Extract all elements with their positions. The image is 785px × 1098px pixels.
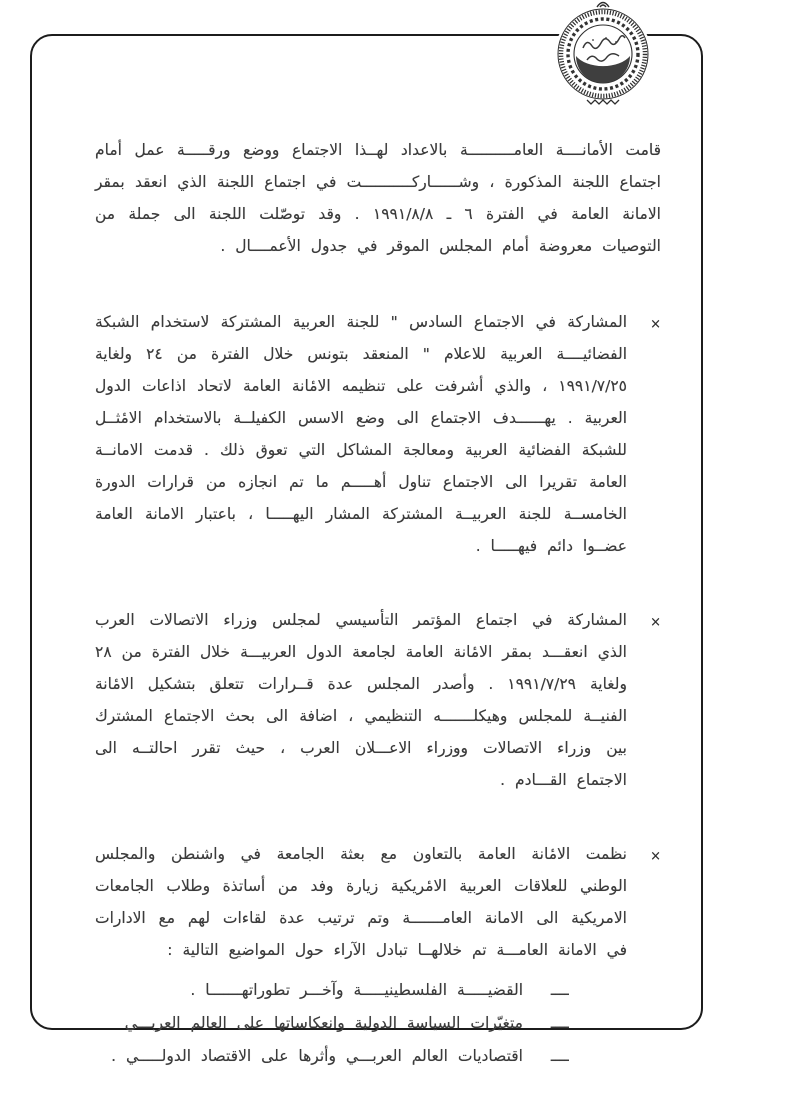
- list-item-text-2: متغيّرات السياسة الدولية وانعكاساتها على العالم العربـــي: [124, 1014, 523, 1032]
- bullet-marker: ×: [650, 317, 661, 332]
- arab-league-emblem-icon: [552, 0, 654, 108]
- dash-marker: ــــ: [550, 1047, 569, 1065]
- bullet-item-3: [95, 838, 661, 966]
- document-body: [95, 134, 661, 1073]
- topics-list: [95, 974, 661, 1073]
- list-item-2: [95, 1007, 569, 1040]
- bullet-item-1: [95, 306, 661, 562]
- bullet-text-3: نظمت الامٔانة العامة بالتعاون مع بعثة الجامعة في واشنطن والمجلس الوطني للعلاقات العربية الامٔريكية زيارة وفد من أساتذة وطلاب الجامعات الامريكية الى الامانة العامـــــــة وتم ترتيب عدة لقاءات لهم مع الادارات في الامانة العامـــة تم خلالهــا تبادل الآراء حول المواضيع التالية :: [95, 845, 627, 959]
- intro-paragraph: قامت الأمانــــة العامــــــــــة بالاعداد لهــذا الاجتماع ووضع ورقـــــة عمل أمام اجتماع اللجنة المذكورة ، وشــــــاركـــــــــــت في اجتماع اللجنة الذي انعقد بمقر الامانة العامة في الفترة ٦ ـ ١٩٩١/٨/٨ . وقد توصّلت اللجنة الى جملة من التوصيات معروضة أمام المجلس الموقر في جدول الأعمــــال .: [95, 141, 661, 255]
- dash-marker: ــــ: [550, 1014, 569, 1032]
- bullet-marker: ×: [650, 849, 661, 864]
- bullet-text-1: المشاركة في الاجتماع السادس " للجنة العربية المشتركة لاستخدام الشبكة الفضائيــــة العربية للاعلام " المنعقد بتونس خلال الفترة من ٢٤ ولغاية ١٩٩١/٧/٢٥ ، والذي أشرفت على تنظيمه الامٔانة العامة لاتحاد اذاعات الدول العربية . يهــــــدف الاجتماع الى وضع الاسس الكفيلــة بالاستخدام الامٔثــل للشبكة الفضائية العربية ومعالجة المشاكل التي تعوق ذلك . قدمت الامانــة العامة تقريرا الى الاجتماع تناول أهـــــم ما تم انجازه من قرارات الدورة الخامســة للجنة العربيــة المشتركة المشار اليهـــــا ، باعتبار الامانة العامة عضــوا دائم فيهـــــا .: [95, 313, 627, 555]
- list-item-text-1: القضيـــــة الفلسطينيـــــة وآخـــر تطوراتهـــــــا .: [190, 981, 523, 999]
- bullet-marker: ×: [650, 615, 661, 630]
- bullet-item-2: [95, 604, 661, 796]
- list-item-1: [95, 974, 569, 1007]
- list-item-3: [95, 1040, 569, 1073]
- arab-league-emblem: [552, 0, 654, 108]
- dash-marker: ــــ: [550, 981, 569, 999]
- list-item-text-3: اقتصاديات العالم العربـــي وأثرها على الاقتصاد الدولـــــي .: [111, 1047, 523, 1065]
- bullet-text-2: المشاركة في اجتماع المؤتمر التأسيسي لمجلس وزراء الاتصالات العرب الذي انعقـــد بمقر الامٔانة العامة لجامعة الدول العربيـــة خلال الفترة من ٢٨ ولغاية ١٩٩١/٧/٢٩ . وأصدر المجلس عدة قــرارات تتعلق بتشكيل الامٔانة الفنيــة للمجلس وهيكلـــــــه التنظيمي ، اضافة الى بحث الاجتماع المشترك بين وزراء الاتصالات ووزراء الاعـــلان العرب ، حيث تقرر احالتــه الى الاجتماع القـــادم .: [95, 611, 627, 789]
